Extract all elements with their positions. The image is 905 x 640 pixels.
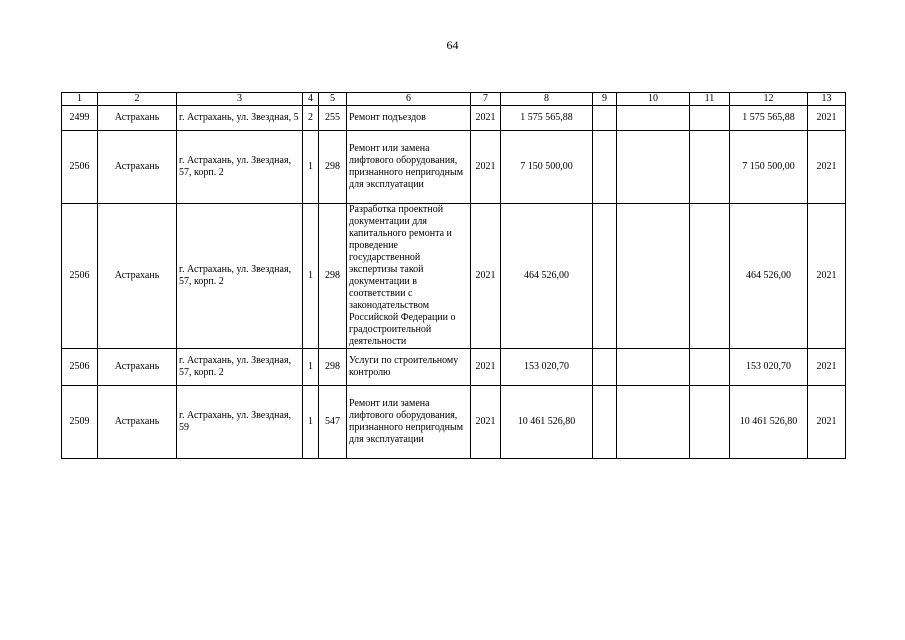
cell-col4: 2 bbox=[303, 106, 319, 131]
cell-col11 bbox=[690, 131, 730, 204]
column-header: 13 bbox=[808, 93, 846, 106]
cell-col5: 547 bbox=[319, 386, 347, 459]
cell-col10 bbox=[617, 131, 690, 204]
capital-repair-table bbox=[61, 92, 846, 459]
cell-year: 2021 bbox=[471, 204, 501, 349]
column-header: 4 bbox=[303, 93, 319, 106]
cell-col10 bbox=[617, 349, 690, 386]
cell-col10 bbox=[617, 386, 690, 459]
column-header: 7 bbox=[471, 93, 501, 106]
cell-col5: 298 bbox=[319, 349, 347, 386]
cell-amount: 1 575 565,88 bbox=[501, 106, 593, 131]
cell-work-type: Ремонт подъездов bbox=[347, 106, 471, 131]
cell-work-type: Услуги по строительному контролю bbox=[347, 349, 471, 386]
cell-amount-total: 153 020,70 bbox=[730, 349, 808, 386]
cell-address: г. Астрахань, ул. Звездная, 57, корп. 2 bbox=[177, 131, 303, 204]
cell-col9 bbox=[593, 204, 617, 349]
page-number: 64 bbox=[446, 38, 459, 52]
table-row bbox=[62, 349, 846, 386]
cell-amount-total: 464 526,00 bbox=[730, 204, 808, 349]
cell-col5: 255 bbox=[319, 106, 347, 131]
cell-col11 bbox=[690, 386, 730, 459]
cell-year: 2021 bbox=[471, 386, 501, 459]
cell-col11 bbox=[690, 106, 730, 131]
cell-year: 2021 bbox=[471, 131, 501, 204]
cell-work-type: Ремонт или замена лифтового оборудования, признанного непригодным для эксплуатации bbox=[347, 386, 471, 459]
cell-col11 bbox=[690, 349, 730, 386]
cell-year-end: 2021 bbox=[808, 204, 846, 349]
table-row bbox=[62, 131, 846, 204]
cell-col4: 1 bbox=[303, 204, 319, 349]
cell-col4: 1 bbox=[303, 386, 319, 459]
cell-id: 2509 bbox=[62, 386, 98, 459]
table-row bbox=[62, 204, 846, 349]
cell-address: г. Астрахань, ул. Звездная, 5 bbox=[177, 106, 303, 131]
cell-year-end: 2021 bbox=[808, 131, 846, 204]
cell-year-end: 2021 bbox=[808, 386, 846, 459]
table-row bbox=[62, 106, 846, 131]
cell-year-end: 2021 bbox=[808, 106, 846, 131]
cell-city: Астрахань bbox=[98, 386, 177, 459]
cell-address: г. Астрахань, ул. Звездная, 57, корп. 2 bbox=[177, 349, 303, 386]
cell-col9 bbox=[593, 349, 617, 386]
cell-amount-total: 10 461 526,80 bbox=[730, 386, 808, 459]
cell-address: г. Астрахань, ул. Звездная, 57, корп. 2 bbox=[177, 204, 303, 349]
cell-id: 2506 bbox=[62, 349, 98, 386]
cell-amount-total: 1 575 565,88 bbox=[730, 106, 808, 131]
column-header: 6 bbox=[347, 93, 471, 106]
column-header: 12 bbox=[730, 93, 808, 106]
table-row bbox=[62, 386, 846, 459]
cell-year: 2021 bbox=[471, 106, 501, 131]
cell-amount-total: 7 150 500,00 bbox=[730, 131, 808, 204]
cell-city: Астрахань bbox=[98, 349, 177, 386]
column-header: 2 bbox=[98, 93, 177, 106]
column-header: 8 bbox=[501, 93, 593, 106]
cell-amount: 464 526,00 bbox=[501, 204, 593, 349]
cell-col4: 1 bbox=[303, 131, 319, 204]
cell-address: г. Астрахань, ул. Звездная, 59 bbox=[177, 386, 303, 459]
cell-amount: 7 150 500,00 bbox=[501, 131, 593, 204]
cell-city: Астрахань bbox=[98, 131, 177, 204]
column-header: 5 bbox=[319, 93, 347, 106]
cell-col9 bbox=[593, 131, 617, 204]
cell-col5: 298 bbox=[319, 204, 347, 349]
cell-col9 bbox=[593, 106, 617, 131]
cell-amount: 153 020,70 bbox=[501, 349, 593, 386]
cell-work-type: Разработка проектной документации для капитального ремонта и проведение государственной экспертизы такой документации в соответствии с законодательством Российской Федерации о градостроительной деятельности bbox=[347, 204, 471, 349]
cell-col10 bbox=[617, 106, 690, 131]
column-header: 9 bbox=[593, 93, 617, 106]
cell-year-end: 2021 bbox=[808, 349, 846, 386]
cell-col4: 1 bbox=[303, 349, 319, 386]
cell-id: 2499 bbox=[62, 106, 98, 131]
cell-col9 bbox=[593, 386, 617, 459]
cell-col10 bbox=[617, 204, 690, 349]
cell-city: Астрахань bbox=[98, 106, 177, 131]
cell-amount: 10 461 526,80 bbox=[501, 386, 593, 459]
cell-city: Астрахань bbox=[98, 204, 177, 349]
cell-col11 bbox=[690, 204, 730, 349]
column-header: 11 bbox=[690, 93, 730, 106]
column-header: 10 bbox=[617, 93, 690, 106]
cell-id: 2506 bbox=[62, 204, 98, 349]
cell-work-type: Ремонт или замена лифтового оборудования, признанного непригодным для эксплуатации bbox=[347, 131, 471, 204]
column-header: 1 bbox=[62, 93, 98, 106]
cell-year: 2021 bbox=[471, 349, 501, 386]
column-header: 3 bbox=[177, 93, 303, 106]
cell-id: 2506 bbox=[62, 131, 98, 204]
header-row bbox=[62, 93, 846, 106]
cell-col5: 298 bbox=[319, 131, 347, 204]
